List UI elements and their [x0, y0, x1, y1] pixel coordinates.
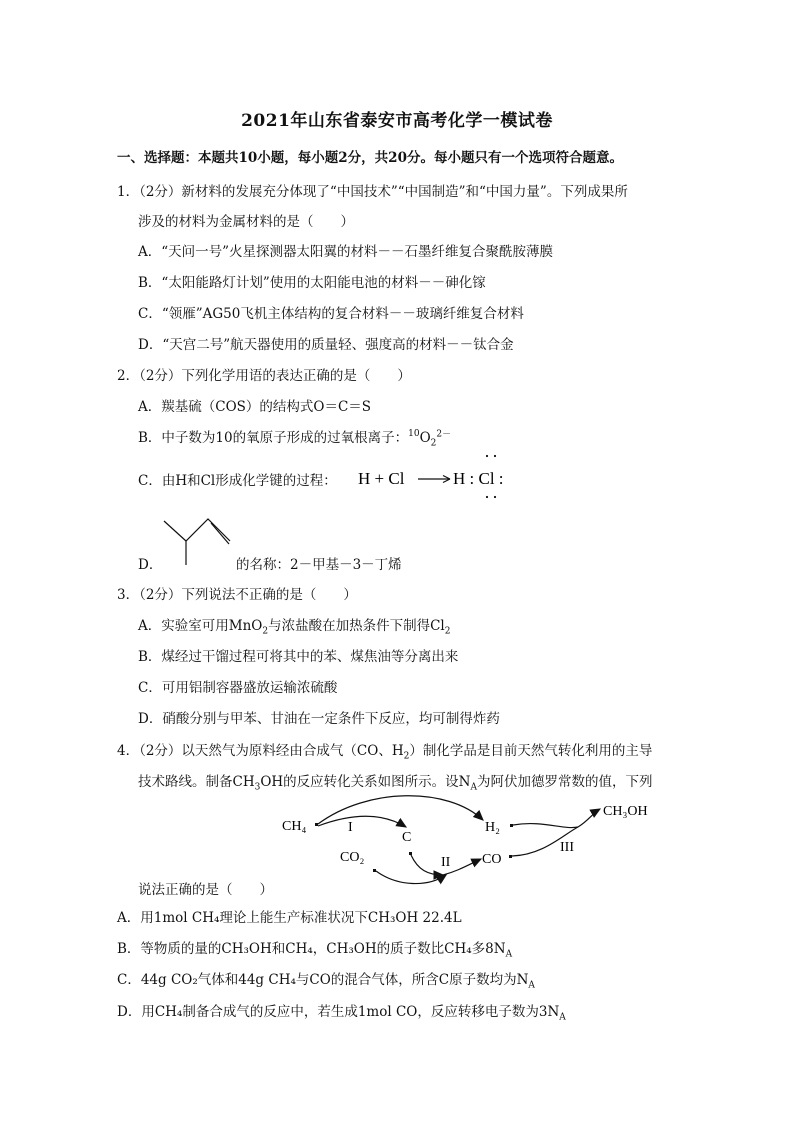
q2-option-b	[138, 426, 452, 449]
q2-stem: 2．（2分）下列化学用语的表达正确的是（ ）	[117, 368, 411, 384]
q2-c-dot	[486, 455, 488, 457]
q4-stem1-part1: 4．（2分）以天然气为原料经由合成气（CO、H	[117, 743, 404, 759]
q2-c-dot	[494, 496, 496, 498]
q4-stem2-subA: A	[470, 782, 477, 793]
q4-reaction-i-label: I	[348, 820, 353, 835]
q4-stem-line1	[117, 739, 653, 762]
q2-c-eq-left: H + Cl	[358, 469, 405, 488]
q1-option-b: B．“太阳能路灯计划”使用的太阳能电池的材料－－砷化镓	[138, 275, 486, 291]
q4-option-d	[117, 1000, 566, 1023]
q3-option-a-part2: 与浓盐酸在加热条件下制得Cl	[268, 618, 445, 634]
q4-stem2-part2: OH的反应转化关系如图所示。设N	[260, 774, 471, 790]
q4-stem1-part2: ）制化学品是目前天然气转化利用的主导	[409, 743, 653, 759]
q4-arrow-ch4-to-h2	[318, 796, 483, 824]
q4-arrow-co2-to-co	[376, 871, 446, 884]
q2-d-double-bond	[211, 523, 229, 544]
q2-c-dot	[486, 496, 488, 498]
q2-b-charge: 2－	[436, 429, 452, 440]
q4-reaction-iii-label: III	[560, 840, 574, 855]
q4-stem2-sub: 3	[254, 782, 261, 793]
q2-b-subscript: 2	[430, 438, 437, 449]
q2-c-dot	[494, 455, 496, 457]
page-title: 2021年山东省泰安市高考化学一模试卷	[241, 111, 553, 131]
q4-b-sub: A	[505, 949, 513, 960]
q3-a-sub2: 2	[444, 626, 451, 637]
q4-node-marker	[315, 823, 318, 826]
q4-arrow-h2-join	[513, 824, 578, 828]
q1-stem-line2: 涉及的材料为金属材料的是（ ）	[138, 214, 354, 230]
q2-option-d: 的名称：2－甲基－3－丁烯	[236, 557, 402, 573]
q4-option-b	[117, 937, 513, 960]
q4-stem-line2	[138, 770, 653, 793]
q3-a-sub: 2	[262, 626, 269, 637]
q4-node-marker	[409, 852, 412, 855]
q4-ch4-label: CH₄	[282, 819, 307, 834]
q2-option-b-text: B．中子数为10的氧原子形成的过氧根离子：	[138, 430, 409, 446]
q2-c-eq-right: H : Cl :	[453, 469, 504, 488]
q2-b-element: O	[419, 430, 431, 446]
q4-stem1-sub: 2	[403, 751, 410, 762]
q4-node-marker	[510, 824, 513, 827]
q4-stem2-part3: 为阿伏加德罗常数的值，下列	[477, 774, 653, 790]
q4-d-sub: A	[559, 1012, 566, 1023]
q3-option-d: D．硝酸分别与甲苯、甘油在一定条件下反应，均可制得炸药	[138, 711, 500, 727]
q2-option-d-label: D．	[138, 557, 163, 573]
q4-co2-label: CO₂	[340, 850, 365, 865]
q4-arrow-to-ch3oh	[578, 809, 600, 827]
q4-option-c-text: C．44g CO₂气体和44g CH₄与CO的混合气体，所含C原子数均为N	[117, 972, 529, 988]
q4-reaction-ii-label: II	[441, 855, 451, 870]
q2-d-bond-chain	[164, 519, 230, 541]
q2-c-equation	[356, 452, 526, 504]
q3-stem: 3．（2分）下列说法不正确的是（ ）	[117, 587, 357, 603]
q2-option-a: A．羰基硫（COS）的结构式O＝C＝S	[138, 399, 372, 415]
q2-d-skeletal-structure	[160, 515, 236, 567]
q1-stem-line1: 1．（2分）新材料的发展充分体现了“中国技术”“中国制造”和“中国力量”。下列成果所	[117, 184, 628, 200]
q4-option-c	[117, 968, 535, 991]
q4-c-label: C	[402, 830, 412, 845]
q1-option-d: D．“天宫二号”航天器使用的质量轻、强度高的材料－－钛合金	[138, 337, 514, 353]
q4-arrow-c-to-co	[411, 855, 443, 875]
q4-option-a: A．用1mol CH₄理论上能生产标准状况下CH₃OH 22.4L	[117, 910, 462, 926]
q4-arrow-ch4-to-c	[318, 816, 406, 827]
q3-option-a	[138, 614, 451, 637]
q4-node-marker	[373, 869, 376, 872]
q4-option-b-text: B．等物质的量的CH₃OH和CH₄，CH₃OH的质子数比CH₄多8N	[117, 941, 506, 957]
q1-option-c: C．“领雁”AG50飞机主体结构的复合材料－－玻璃纤维复合材料	[138, 306, 524, 322]
q4-stem2-part1: 技术路线。制备CH	[138, 774, 255, 790]
q4-h2-label: H₂	[485, 820, 500, 835]
q4-stem-line3: 说法正确的是（ ）	[138, 882, 273, 898]
q3-option-a-part1: A．实验室可用MnO	[138, 618, 263, 634]
q1-option-a: A．“天问一号”火星探测器太阳翼的材料－－石墨纤维复合聚酰胺薄膜	[138, 244, 554, 260]
q4-co-label: CO	[482, 852, 502, 867]
q4-ch3oh-label: CH₃OH	[603, 804, 648, 819]
q2-option-c: C．由H和Cl形成化学键的过程：	[138, 473, 337, 489]
q4-reaction-diagram	[278, 795, 688, 890]
q3-option-c: C．可用铝制容器盛放运输浓硫酸	[138, 680, 338, 696]
q4-c-sub: A	[528, 980, 535, 991]
q4-option-d-text: D．用CH₄制备合成气的反应中，若生成1mol CO，反应转移电子数为3N	[117, 1004, 560, 1020]
q3-option-b: B．煤经过干馏过程可将其中的苯、煤焦油等分离出来	[138, 649, 459, 665]
section-heading: 一、选择题：本题共10小题，每小题2分，共20分。每小题只有一个选项符合题意。	[117, 150, 623, 166]
q4-node-marker	[509, 855, 512, 858]
q2-b-mass-number: 10	[408, 429, 420, 439]
